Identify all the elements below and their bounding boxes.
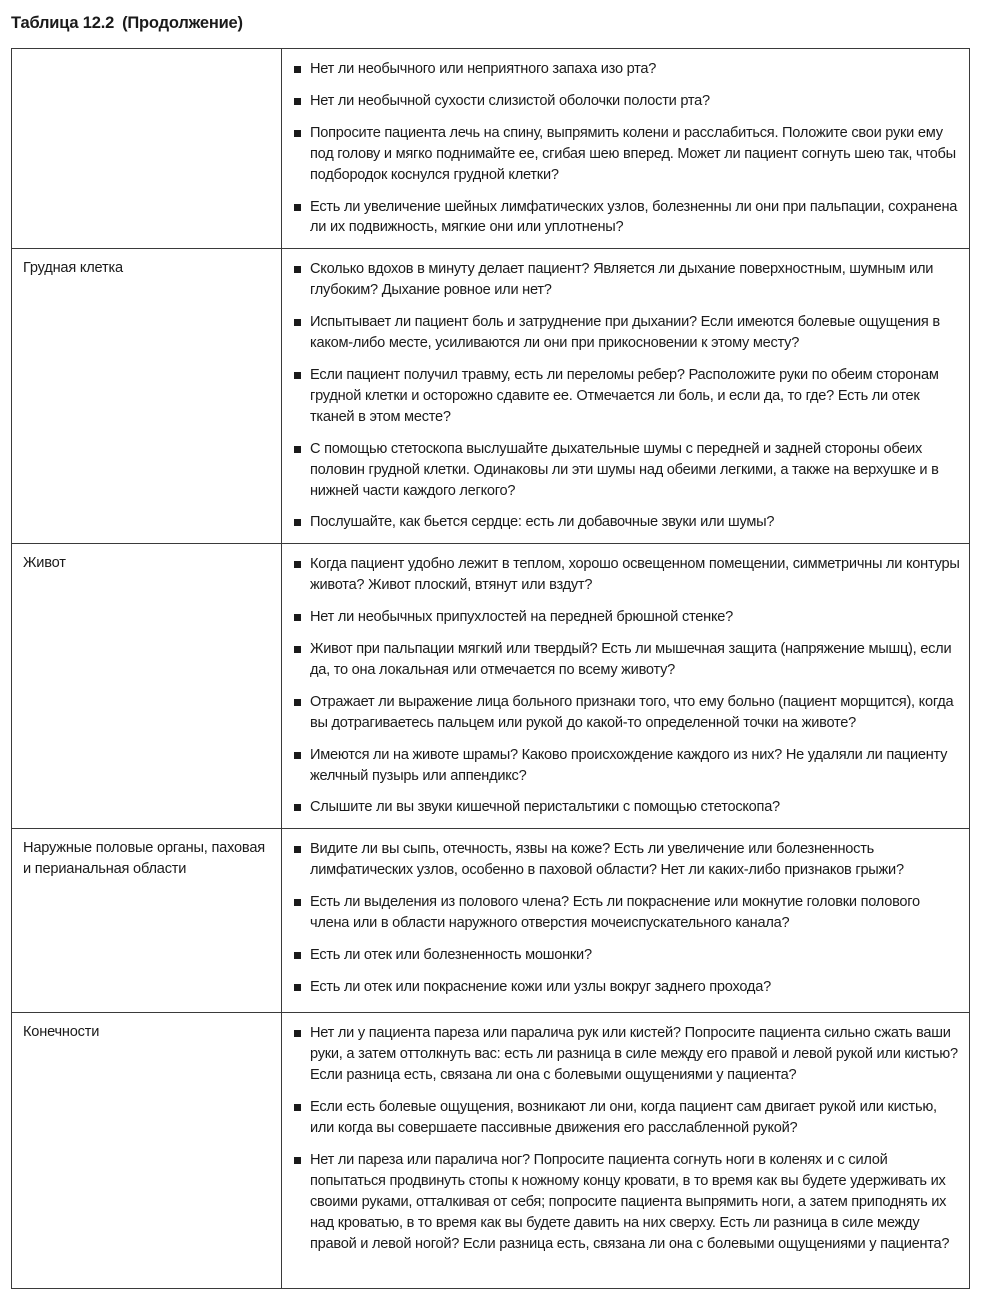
square-bullet-icon [294, 984, 301, 991]
checklist-cell [282, 249, 970, 544]
checklist-item [282, 1023, 961, 1086]
square-bullet-icon [294, 66, 301, 73]
body-region-cell [12, 49, 282, 249]
examination-table [11, 48, 970, 1289]
checklist-item [282, 59, 961, 80]
checklist-item-text: С помощью стетоскопа выслушайте дыхательные шумы с передней и задней стороны обеих половин грудной клетки. Одинаковы ли эти шумы над обеими легкими, а также на верхушке и в нижней части каждого легкого? [310, 440, 939, 499]
table-row [12, 249, 970, 544]
checklist-item-text: Живот при пальпации мягкий или твердый? Есть ли мышечная защита (напряжение мышц), если да, то она локальная или отмечается по всему животу? [310, 641, 952, 678]
checklist [282, 259, 961, 533]
checklist-item-text: Когда пациент удобно лежит в теплом, хорошо освещенном помещении, симметричны ли контуры живота? Живот плоский, втянут или вздут? [310, 556, 960, 594]
checklist [282, 59, 961, 238]
checklist-item-text: Есть ли отек или покраснение кожи или узлы вокруг заднего прохода? [310, 978, 771, 995]
checklist-item [282, 259, 961, 301]
checklist-item-text: Есть ли отек или болезненность мошонки? [310, 947, 592, 963]
square-bullet-icon [294, 952, 301, 959]
body-region-cell: Конечности [12, 1013, 282, 1289]
square-bullet-icon [294, 519, 301, 526]
square-bullet-icon [294, 1104, 301, 1111]
body-region-cell: Грудная клетка [12, 249, 282, 544]
checklist-item [282, 512, 961, 533]
checklist-cell [282, 1013, 970, 1289]
checklist-item [282, 1150, 961, 1255]
table-body [12, 49, 970, 1289]
checklist-item-text: Сколько вдохов в минуту делает пациент? Является ли дыхание поверхностным, шумным или глубоким? Дыхание ровное или нет? [310, 261, 934, 299]
checklist-item-text: Испытывает ли пациент боль и затруднение при дыхании? Если имеются болевые ощущения в каком-либо месте, усиливаются ли они при прикосновении к этому месту? [310, 314, 940, 352]
checklist [282, 554, 961, 818]
checklist-item-text: Нет ли необычных припухлостей на передней брюшной стенке? [310, 609, 733, 626]
square-bullet-icon [294, 98, 301, 105]
square-bullet-icon [294, 899, 301, 906]
table-continuation-note: (Продолжение) [122, 14, 243, 32]
checklist-item [282, 977, 961, 998]
checklist-item [282, 439, 961, 502]
checklist [282, 1023, 961, 1254]
square-bullet-icon [294, 1030, 301, 1037]
checklist-item [282, 123, 961, 186]
square-bullet-icon [294, 372, 301, 379]
square-bullet-icon [294, 752, 301, 759]
checklist-cell [282, 829, 970, 1013]
square-bullet-icon [294, 646, 301, 653]
checklist-item [282, 197, 961, 239]
table-row [12, 829, 970, 1013]
square-bullet-icon [294, 804, 301, 811]
checklist-item-text: Есть ли выделения из полового члена? Есть ли покраснение или мокнутие головки полового члена или в области наружного отверстия мочеиспускательного канала? [310, 894, 920, 932]
table-title: Таблица 12.2 [11, 14, 115, 32]
checklist-item [282, 639, 961, 681]
square-bullet-icon [294, 319, 301, 326]
square-bullet-icon [294, 614, 301, 621]
square-bullet-icon [294, 699, 301, 706]
checklist-item-text: Если пациент получил травму, есть ли переломы ребер? Расположите руки по обеим сторонам грудной клетки и осторожно сдавите ее. Отмечается ли боль, и если да, то где? Есть ли отек тканей в этом месте? [310, 366, 939, 425]
table-row [12, 49, 970, 249]
checklist-item-text: Имеются ли на животе шрамы? Каково происхождение каждого из них? Не удаляли ли пациенту желчный пузырь или аппендикс? [310, 746, 948, 784]
checklist-item-text: Попросите пациента лечь на спину, выпрямить колени и расслабиться. Положите свои руки ему под голову и мягко поднимайте ее, сгибая шею вперед. Может ли пациент согнуть шею так, чтобы подбородок коснулся грудной клетки? [310, 124, 956, 183]
table-caption [11, 14, 243, 33]
checklist-item [282, 554, 961, 596]
checklist-item-text: Нет ли пареза или паралича ног? Попросите пациента согнуть ноги в коленях и с силой попытаться продвинуть стопы к ножному концу кровати, в то время как вы будете удерживать их своими руками, отталкивая от себя; попросите пациента выпрямить ноги, а затем приподнять их над кроватью, в то время как вы будете давить на них сверху. Есть ли разница в силе между правой и левой ногой? Если разница есть, связана ли она с болевыми ощущениями у пациента? [310, 1151, 950, 1252]
square-bullet-icon [294, 561, 301, 568]
checklist-item [282, 745, 961, 787]
square-bullet-icon [294, 130, 301, 137]
checklist-item [282, 797, 961, 818]
checklist-item [282, 91, 961, 112]
body-region-cell: Наружные половые органы, паховая и перианальная области [12, 829, 282, 1013]
checklist-cell [282, 544, 970, 829]
checklist-item [282, 607, 961, 628]
checklist-item [282, 365, 961, 428]
checklist-item [282, 892, 961, 934]
checklist [282, 839, 961, 997]
checklist-item-text: Нет ли необычного или неприятного запаха изо рта? [310, 61, 657, 77]
table-row [12, 1013, 970, 1289]
square-bullet-icon [294, 846, 301, 853]
square-bullet-icon [294, 204, 301, 211]
table-row [12, 544, 970, 829]
checklist-cell [282, 49, 970, 249]
checklist-item [282, 312, 961, 354]
checklist-item-text: Слышите ли вы звуки кишечной перистальтики с помощью стетоскопа? [310, 799, 780, 816]
checklist-item-text: Видите ли вы сыпь, отечность, язвы на коже? Есть ли увеличение или болезненность лимфатических узлов, особенно в паховой области? Нет ли каких-либо признаков грыжи? [310, 841, 904, 879]
checklist-item-text: Послушайте, как бьется сердце: есть ли добавочные звуки или шумы? [310, 514, 775, 531]
checklist-item-text: Нет ли у пациента пареза или паралича рук или кистей? Попросите пациента сильно сжать ваши руки, а затем оттолкнуть вас: есть ли разница в силе между его правой и левой рукой или кистью? Если разница есть, связана ли она с болевыми ощущениями у пациента? [310, 1025, 958, 1084]
square-bullet-icon [294, 266, 301, 273]
square-bullet-icon [294, 1157, 301, 1164]
checklist-item-text: Нет ли необычной сухости слизистой оболочки полости рта? [310, 92, 710, 109]
square-bullet-icon [294, 446, 301, 453]
checklist-item [282, 839, 961, 881]
checklist-item [282, 692, 961, 734]
checklist-item-text: Отражает ли выражение лица больного признаки того, что ему больно (пациент морщится), когда вы дотрагиваетесь пальцем или рукой до какой-то определенной точки на животе? [310, 693, 954, 731]
body-region-cell: Живот [12, 544, 282, 829]
checklist-item-text: Если есть болевые ощущения, возникают ли они, когда пациент сам двигает рукой или кистью, или когда вы совершаете пассивные движения его расслабленной рукой? [310, 1099, 937, 1136]
checklist-item [282, 1097, 961, 1139]
checklist-item [282, 945, 961, 966]
checklist-item-text: Есть ли увеличение шейных лимфатических узлов, болезненны ли они при пальпации, сохранена ли их подвижность, мягкие они или уплотнены? [310, 198, 958, 236]
